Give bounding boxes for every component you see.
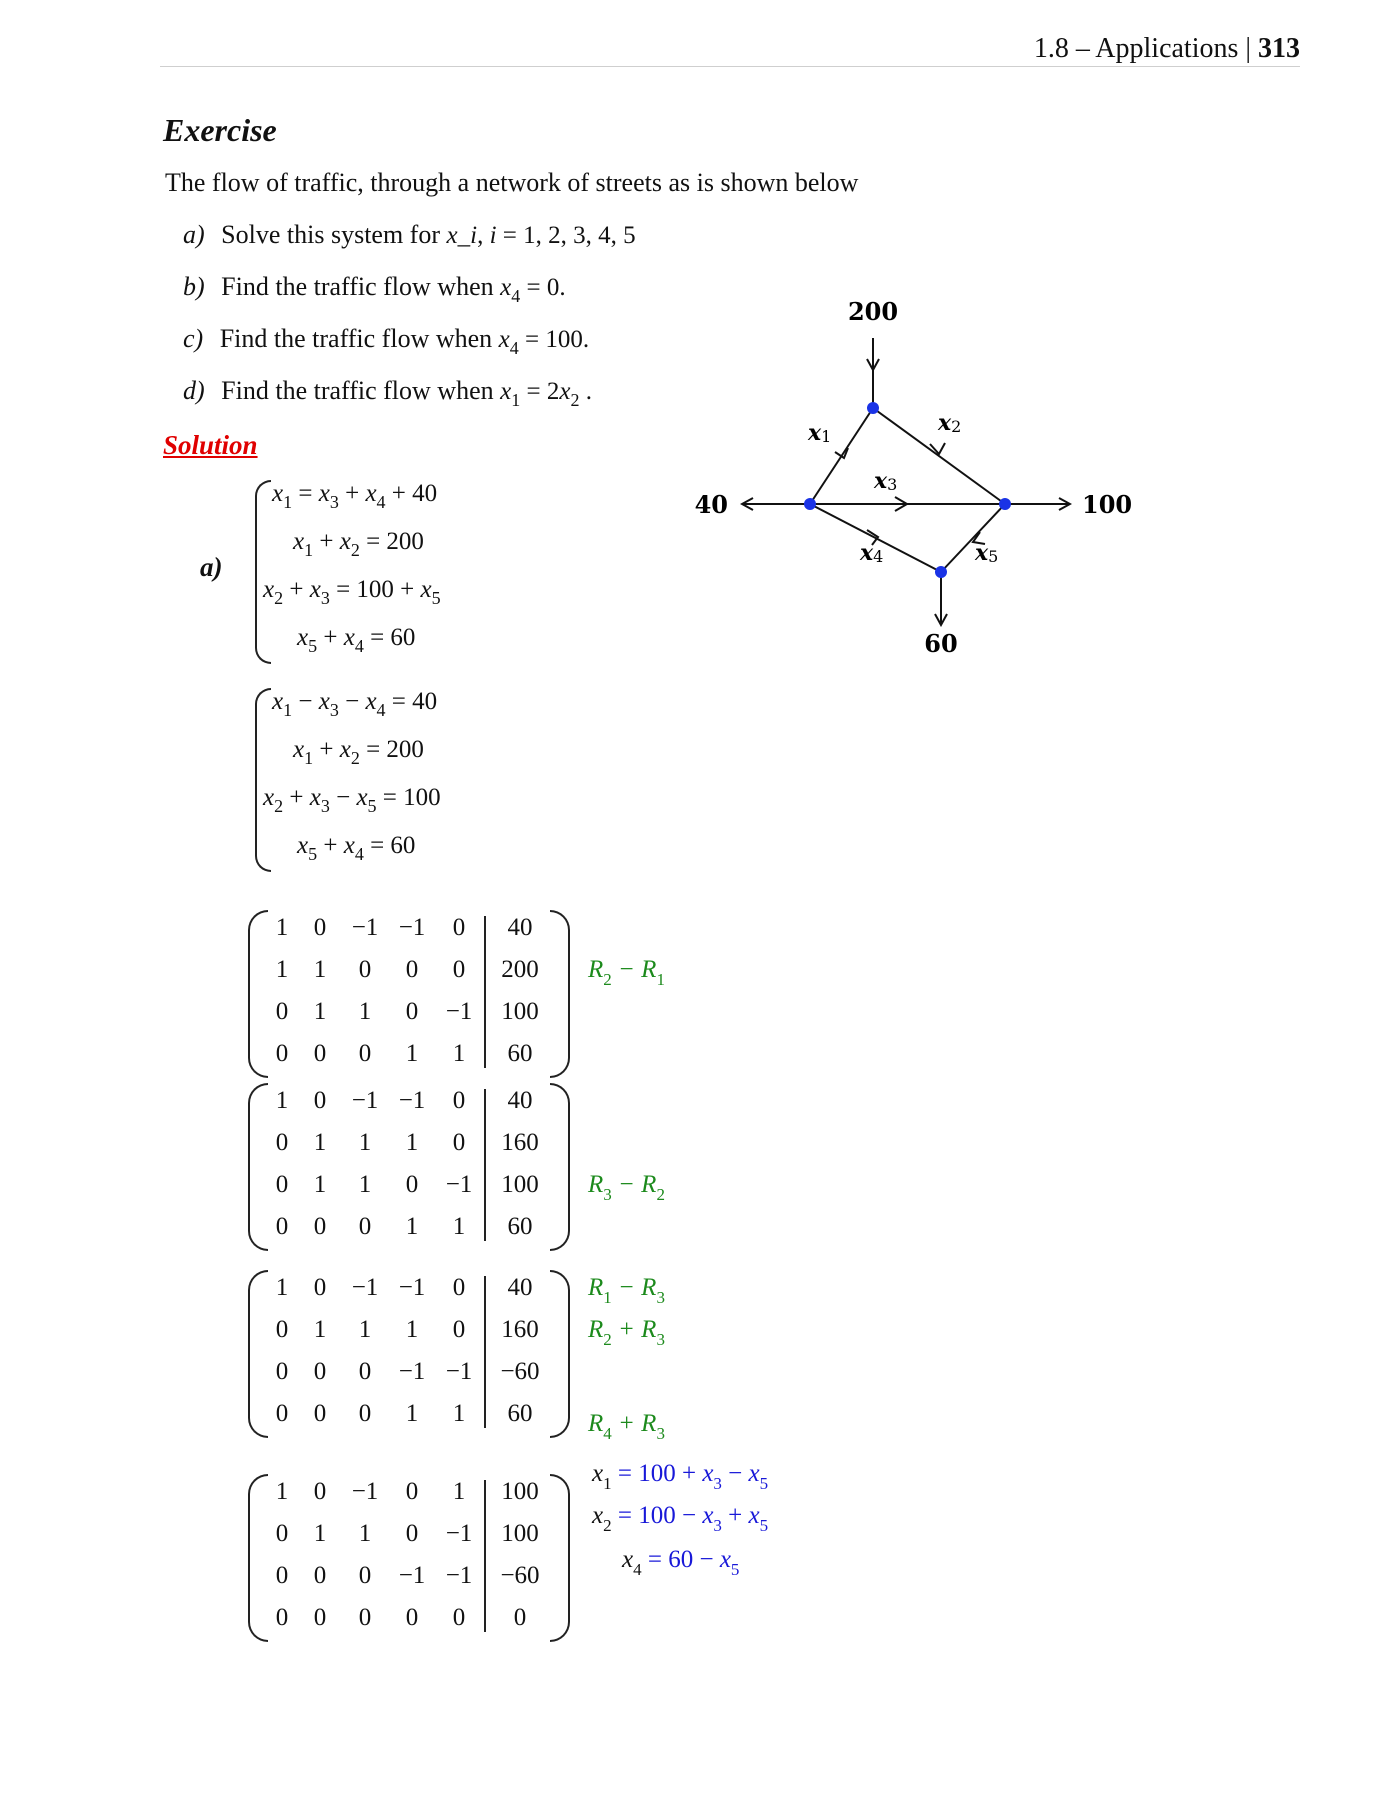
matrix-cell: 100 bbox=[501, 1171, 539, 1198]
matrix-cell: 1 bbox=[313, 956, 327, 983]
node-left bbox=[804, 498, 816, 510]
matrix-cell: −1 bbox=[445, 1562, 473, 1589]
matrix-cell: −1 bbox=[351, 1478, 379, 1505]
matrix-cell: 0 bbox=[405, 1171, 419, 1198]
system2-brace bbox=[255, 688, 271, 872]
matrix-cell: 0 bbox=[452, 1316, 466, 1343]
matrix-cell: 1 bbox=[275, 1274, 289, 1301]
matrix-cell: 0 bbox=[513, 1604, 527, 1631]
matrix-cell: 1 bbox=[358, 1171, 372, 1198]
page-header bbox=[160, 30, 1300, 67]
header-section: 1.8 – Applications | bbox=[1033, 33, 1258, 64]
matrix-cell: 0 bbox=[358, 1400, 372, 1427]
matrix-cell: 0 bbox=[405, 1604, 419, 1631]
traffic-network-diagram bbox=[690, 290, 1170, 670]
matrix-cell: 1 bbox=[358, 1129, 372, 1156]
matrix-cell: 0 bbox=[358, 1562, 372, 1589]
matrix-cell: 0 bbox=[358, 1604, 372, 1631]
matrix-cell: 0 bbox=[358, 1213, 372, 1240]
matrix-cell: 0 bbox=[275, 1171, 289, 1198]
matrix-cell: 1 bbox=[452, 1400, 466, 1427]
matrix-cell: 0 bbox=[313, 1358, 327, 1385]
matrix-cell: 0 bbox=[275, 1520, 289, 1547]
matrix-cell: 0 bbox=[452, 914, 466, 941]
matrix-cell: 60 bbox=[507, 1400, 533, 1427]
matrix-cell: 0 bbox=[452, 1129, 466, 1156]
system1-eq1: $x_1 = x_3 + x_4 + 40$ bbox=[272, 480, 438, 512]
row-operation: $R_3 - R_2$ bbox=[588, 1171, 665, 1204]
matrix-cell: 60 bbox=[507, 1040, 533, 1067]
matrix-cell: −1 bbox=[445, 1358, 473, 1385]
solution-part-a-label: a) bbox=[200, 552, 223, 582]
matrix-cell: 160 bbox=[501, 1316, 539, 1343]
matrix-cell: 100 bbox=[501, 1478, 539, 1505]
matrix-right-paren bbox=[550, 910, 570, 1078]
matrix-cell: 1 bbox=[405, 1400, 419, 1427]
matrix-cell: 0 bbox=[405, 1478, 419, 1505]
matrix-cell: 160 bbox=[501, 1129, 539, 1156]
exercise-part-a: a) Solve this system for x_i, i = 1, 2, 3, 4, 5 bbox=[183, 220, 636, 249]
exercise-part-c: c) Find the traffic flow when $x_4 = 100$. bbox=[183, 324, 590, 358]
matrix-cell: −1 bbox=[398, 1562, 426, 1589]
matrix-augment-bar bbox=[484, 1276, 486, 1428]
edge-label-x3: x3 bbox=[874, 468, 898, 494]
matrix-cell: 0 bbox=[313, 1562, 327, 1589]
matrix-cell: 0 bbox=[452, 1087, 466, 1114]
matrix-cell: 1 bbox=[275, 1478, 289, 1505]
row-operation: $R_2 - R_1$ bbox=[588, 956, 665, 989]
matrix-cell: 0 bbox=[313, 914, 327, 941]
matrix-cell: 1 bbox=[405, 1213, 419, 1240]
node-top bbox=[867, 402, 879, 414]
matrix-cell: 1 bbox=[452, 1213, 466, 1240]
matrix-cell: 0 bbox=[275, 1316, 289, 1343]
matrix-augment-bar bbox=[484, 1480, 486, 1632]
matrix-cell: −1 bbox=[398, 1087, 426, 1114]
system1-eq2: $x_1 + x_2 = 200$ bbox=[293, 528, 424, 560]
matrix-cell: 0 bbox=[452, 1274, 466, 1301]
matrix-cell: 1 bbox=[313, 1129, 327, 1156]
system1-eq3: $x_2 + x_3 = 100 + x_5$ bbox=[263, 576, 441, 608]
matrix-cell: 1 bbox=[313, 1171, 327, 1198]
matrix-cell: −60 bbox=[500, 1562, 540, 1589]
matrix-cell: 0 bbox=[358, 1358, 372, 1385]
matrix-cell: −1 bbox=[351, 914, 379, 941]
matrix-1 bbox=[248, 910, 665, 1078]
matrix-cell: −60 bbox=[500, 1358, 540, 1385]
matrix-4 bbox=[248, 1474, 568, 1642]
matrix-cell: 1 bbox=[275, 1087, 289, 1114]
matrix-cell: 40 bbox=[507, 914, 533, 941]
matrix-cell: 0 bbox=[358, 1040, 372, 1067]
exercise-intro: The flow of traffic, through a network of streets as is shown below bbox=[165, 168, 859, 197]
matrix-cell: 0 bbox=[313, 1400, 327, 1427]
matrix-cell: 0 bbox=[275, 1129, 289, 1156]
result-x4: $x_4 = 60 - x_5$ bbox=[622, 1546, 740, 1579]
page-number: 313 bbox=[1258, 33, 1300, 64]
matrix-cell: 0 bbox=[275, 1400, 289, 1427]
matrix-cell: 0 bbox=[275, 1040, 289, 1067]
matrix-cell: 1 bbox=[405, 1316, 419, 1343]
edge-label-x5: x5 bbox=[975, 540, 999, 566]
matrix-2 bbox=[248, 1083, 665, 1251]
part-a-math: x_i, i = 1, 2, 3, 4, 5 bbox=[446, 222, 636, 249]
matrix-cell: 0 bbox=[452, 956, 466, 983]
matrix-right-paren bbox=[550, 1270, 570, 1438]
matrix-cell: −1 bbox=[351, 1087, 379, 1114]
matrix-cell: 0 bbox=[275, 1358, 289, 1385]
matrix-cell: 60 bbox=[507, 1213, 533, 1240]
system2-eq1: $x_1 - x_3 - x_4 = 40$ bbox=[272, 688, 438, 720]
matrix-cell: 100 bbox=[501, 998, 539, 1025]
result-x1: $x_1 = 100 + x_3 - x_5$ bbox=[592, 1460, 769, 1493]
matrix-cell: 0 bbox=[313, 1478, 327, 1505]
matrix-cell: −1 bbox=[398, 1274, 426, 1301]
exercise-title: Exercise bbox=[163, 112, 277, 148]
matrix-cell: 100 bbox=[501, 1520, 539, 1547]
matrix-cell: 0 bbox=[313, 1040, 327, 1067]
flow-label-top: 200 bbox=[847, 297, 899, 326]
system2-eq3: $x_2 + x_3 - x_5 = 100$ bbox=[263, 784, 441, 816]
matrix-augment-bar bbox=[484, 916, 486, 1068]
part-c-math: $x_4 = 100$. bbox=[498, 326, 590, 358]
matrix-cell: 1 bbox=[452, 1040, 466, 1067]
matrix-right-paren bbox=[550, 1474, 570, 1642]
matrix-cell: −1 bbox=[351, 1274, 379, 1301]
edge-label-x2: x2 bbox=[938, 410, 962, 436]
matrix-cell: 1 bbox=[313, 1520, 327, 1547]
system1-brace bbox=[255, 480, 271, 664]
edge-x2-direction bbox=[930, 443, 945, 454]
matrix-cell: 1 bbox=[275, 956, 289, 983]
matrix-cell: 1 bbox=[313, 1316, 327, 1343]
matrix-cell: 0 bbox=[405, 1520, 419, 1547]
matrix-cell: 200 bbox=[501, 956, 539, 983]
matrix-cell: 1 bbox=[452, 1478, 466, 1505]
row-operation: $R_1 - R_3$ bbox=[588, 1274, 665, 1307]
flow-label-right: 100 bbox=[1082, 490, 1133, 519]
matrix-cell: −1 bbox=[445, 1171, 473, 1198]
edge-label-x4: x4 bbox=[860, 540, 884, 566]
system1-eq4: $x_5 + x_4 = 60$ bbox=[297, 624, 416, 656]
matrix-cell: −1 bbox=[398, 1358, 426, 1385]
matrix-3 bbox=[248, 1270, 665, 1443]
matrix-cell: 0 bbox=[313, 1274, 327, 1301]
node-right bbox=[999, 498, 1011, 510]
result-x2: $x_2 = 100 - x_3 + x_5$ bbox=[592, 1502, 769, 1535]
matrix-cell: 1 bbox=[405, 1129, 419, 1156]
matrix-cell: 1 bbox=[275, 914, 289, 941]
flow-label-left: 40 bbox=[694, 490, 728, 519]
matrix-cell: 40 bbox=[507, 1274, 533, 1301]
matrix-cell: 0 bbox=[275, 998, 289, 1025]
row-operation: $R_2 + R_3$ bbox=[588, 1316, 665, 1349]
part-d-math: $x_1 = 2x_2$ . bbox=[500, 378, 592, 410]
matrix-augment-bar bbox=[484, 1089, 486, 1241]
system2-eq4: $x_5 + x_4 = 60$ bbox=[297, 832, 416, 864]
exercise-part-d: d) Find the traffic flow when $x_1 = 2x_2$ . bbox=[183, 376, 592, 410]
matrix-cell: 0 bbox=[313, 1213, 327, 1240]
matrix-cell: −1 bbox=[445, 1520, 473, 1547]
solution-label: Solution bbox=[163, 430, 258, 460]
matrix-cell: 1 bbox=[358, 1316, 372, 1343]
matrix-cell: 1 bbox=[405, 1040, 419, 1067]
flow-label-bottom: 60 bbox=[924, 629, 958, 658]
matrix-cell: 1 bbox=[358, 1520, 372, 1547]
node-bottom bbox=[935, 566, 947, 578]
matrix-cell: 0 bbox=[313, 1087, 327, 1114]
matrix-cell: −1 bbox=[398, 914, 426, 941]
exercise-part-b: b) Find the traffic flow when $x_4 = 0$. bbox=[183, 272, 566, 306]
matrix-cell: 40 bbox=[507, 1087, 533, 1114]
matrix-cell: 0 bbox=[275, 1562, 289, 1589]
matrix-cell: 1 bbox=[358, 998, 372, 1025]
matrix-cell: 0 bbox=[405, 956, 419, 983]
matrix-cell: 1 bbox=[313, 998, 327, 1025]
matrix-cell: 0 bbox=[313, 1604, 327, 1631]
matrix-cell: −1 bbox=[445, 998, 473, 1025]
matrix-cell: 0 bbox=[275, 1604, 289, 1631]
edge-label-x1: x1 bbox=[808, 420, 832, 446]
part-b-math: $x_4 = 0$. bbox=[500, 274, 566, 306]
matrix-cell: 0 bbox=[405, 998, 419, 1025]
matrix-cell: 0 bbox=[358, 956, 372, 983]
row-operation: $R_4 + R_3$ bbox=[588, 1410, 665, 1443]
matrix-right-paren bbox=[550, 1083, 570, 1251]
system2-eq2: $x_1 + x_2 = 200$ bbox=[293, 736, 424, 768]
matrix-cell: 0 bbox=[452, 1604, 466, 1631]
matrix-cell: 0 bbox=[275, 1213, 289, 1240]
